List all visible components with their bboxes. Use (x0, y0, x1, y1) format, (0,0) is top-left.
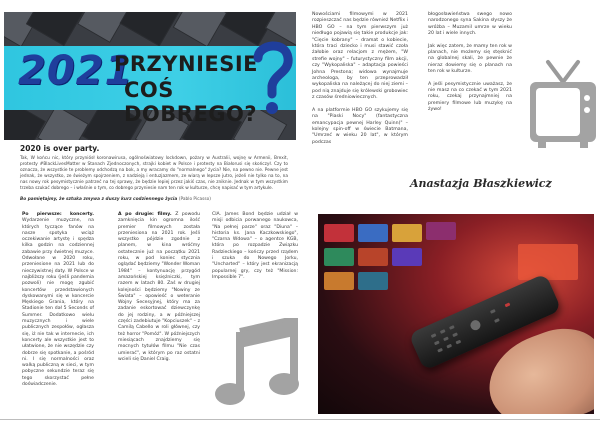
column-concerts-heading: Po pierwsze: koncerty. (22, 212, 94, 217)
column-films-heading: A po drugie: filmy. (118, 212, 176, 217)
music-note-icon (212, 318, 302, 410)
question-mark-icon (250, 38, 294, 116)
right-column-1-para2: A na platformie HBO GO szykujemy się na "Piaski Nocy" (fantastyczna emancypacja pewnej Harley Quinn)" – kolejny spin-off w świecie Batmana, "Umrzeć w wieku 20 lat", w którym podczas (312, 107, 408, 145)
intro-quote (20, 197, 288, 202)
right-column-1-para1: Nowościami filmowymi w 2021 rozpieszczać nas będzie również Netflix i HBO GO – na tym pierwszym już niedługo pojawią się takie produkcje jak: "Cięcie kobrany" – dramat o kobiecie, która traci dziecko i musi stawić czoła żałobie oraz relacjom z mężem, "W strefie wojny" – futurystyczny film akcji, czy "Wykopaliska" – adaptacja powieści Johna Prestona; widowa wynajmuje archeologa, by ten przeprowadził wykopaliska na należącej do niej ziemi – pod nią znajduje się królewski grobowiec z czasów średniowiecznych. (312, 12, 408, 101)
right-column-1 (312, 12, 408, 152)
quote-text: Bo pamiętajmy, że sztuka zmywa z duszy kurz codziennego życia (20, 196, 179, 202)
banner-year: 2021 (18, 48, 134, 94)
remote-control-photo (318, 214, 594, 414)
intro-body: Tak, W końcu nic, który przyniósł koronawirusa, ogólnoświatowy lockdown, pożary w Australii, wojnę w Armenii, Brexit, protesty #BlackLivesMatter w Stanach Zjednoczonych, strajki kobiet w Polsce i protesty na Białorusi się skończył. Czy to oznacza, że wszystkie te problemy odchodzą na bok, a my wracamy do "normalnego" życia? Nie, na pewno nie. Pewne jest jednak, że wszystko, ze świeżym spojrzeniem, z nadzieją i entuzjazmem, ze wiarą w lepsze jutro, jeżeli nie tylko na to, na nas nowy rok pesymistycznie patrzeć na tej sprawy, że będzie lepiej przez jakiś czas, nie zniknie. Jednak w tym wszystkim trzeba szukać dobrego – i właśnie o tym, co dobrego przyniesie nam ten rok w kulturze, chcę napisać w tym artykule. (20, 156, 288, 192)
banner-headline-line1: PRZYNIESIE (114, 52, 259, 76)
right-column-2-para2: Jak więc zatem, że mamy ten rok w planach, nie możemy się stęsknić na globalnej skali, że pewnie że nieraz dowiemy się o planach na ten rok w kulturze. (428, 43, 512, 75)
header-banner (4, 12, 296, 140)
intro-heading: 2020 is over party. (20, 144, 100, 153)
column-concerts-body: Wydarzenie muzyczne, na których tyczące fanów na nasze spotyka wciąż oczekiwanie artystę i spędza kilka godzin na codziennej zabawie przy świetnej muzyce. Odwołane w 2020 roku, przeniesione na 2021 lub do nieczywistnej daty. W Polsce w najbliższy roku (jeśli pandemia pozwoli) nie mogę zgubić koncertów przedstawionych dyskowanymi się w koncercie Męskiego Grania, który na Stadionie ten dał 5 Seconds of Summer. Dodatkowo wielu muzycznych i wiele publicznych zespołów, ogłasza się, iż nie tak w internecie, ich koncerty ale wszystkie jest to ułatwione, że nie wszędzie czy dobrze się spotkanie, a pośród ni. I się normalności oraz walką publiczną w sieci, w tym pobyczne sekundzie teraz się tego skorzystać pełne doświadczenie. (22, 218, 94, 388)
column-films-continued (212, 212, 298, 281)
column-concerts (22, 212, 94, 388)
intro-section (20, 144, 288, 202)
column-films (118, 212, 200, 363)
tv-icon (528, 58, 598, 150)
right-column-2 (428, 12, 512, 120)
quote-author: (Pablo Picasso) (178, 196, 211, 202)
column-films-continued-body: CIA. James Bond będzie udział w misji odbicia porwanego naukowca, "Na pełnej parze" oraz "Diuna" – historia ks. Jana Kaczkowskiego", "Czarna Wdowa" – o agentce KGB, która po rozpadzie Związku Radzieckiego – kończy przed rządem i szuka do Nowego Jorku, "Uncharted" – który jest ekranizacją popularnej gry, czy też "Mission: Impossible 7". (212, 212, 298, 280)
right-column-2-para3: A jeśli pesymistycznie uważasz, że nie masz na co czekać w tym 2021 roku, czekaj przynajmniej na premiery filmowe lub muzykę na żywo! (428, 81, 512, 113)
page-bottom-rule (0, 419, 600, 420)
column-films-body: Z powodu zamknięcia kin ogromna ilość premier filmowych została przeniesiona na 2021 rok. Jeśli wszystko pójdzie zgodnie z planem, w kina wróćmy ostatecznie już na początku 2021 roku, w pod koniec stycznia oglądać będziemy "Wonder Woman 1984" – kontynuację przygód amazońskiej księżniczki, tym razem w latach 80. Zaś w drugiej kolejności będziemy "Nowiny ze Świata" – opowieść o weteranie Wojny Secesyjnej, który ma za zadanie eskortować dziewczynkę do jej rodziny, a w późniejszej części zadebiutuje "Kopciuszek" – z Camilą Cabello w roli głównej, czy też horror "Pomóż". W późniejszych miesiącach znajdziemy się mocnych tytułów filmu "Nie czas umierać", w którym po raz ostatni wcieli się Daniel Craig. (118, 212, 200, 362)
author-signature: Anastazja Błaszkiewicz (410, 177, 552, 190)
right-column-2-para1: błogosławieństwa swego nowo narodzonego syna Sakina słyszy że wróżba – Muzamil umrze w wieku 20 lat i wiele innych. (428, 12, 512, 37)
banner-headline-line2: COŚ DOBREGO? (124, 78, 258, 126)
